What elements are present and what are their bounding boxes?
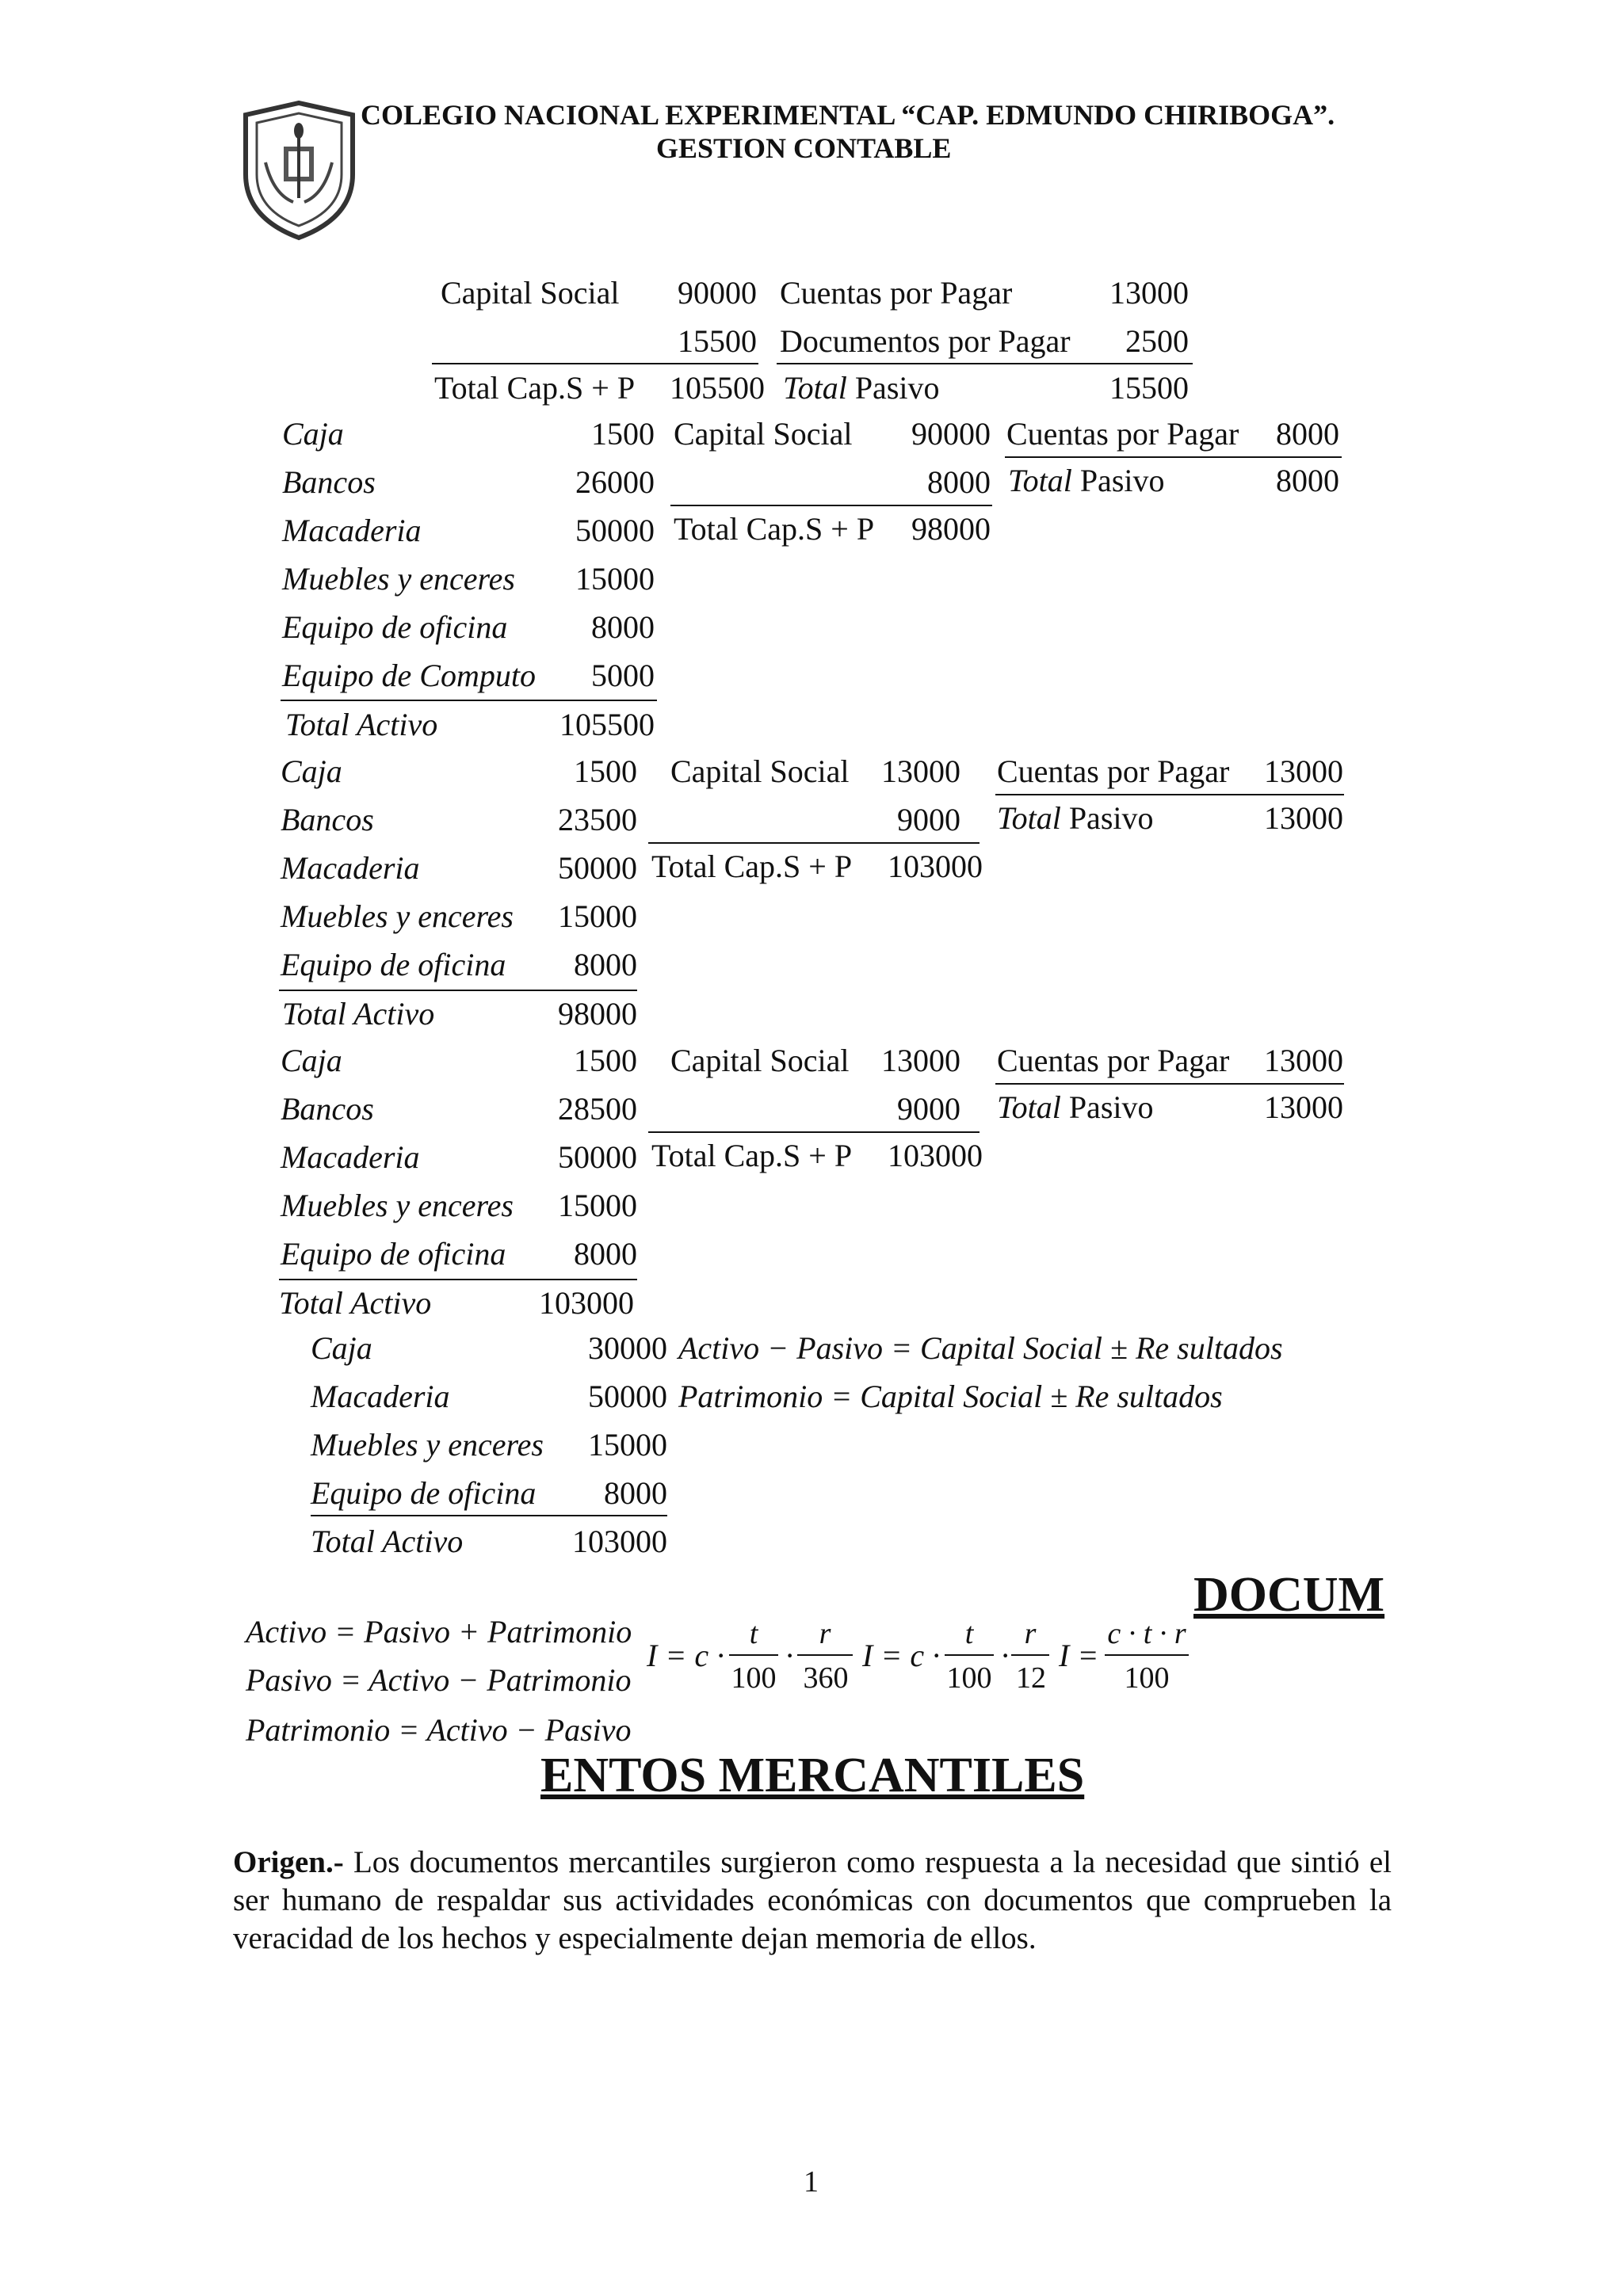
shield-icon xyxy=(238,99,361,242)
equation: Activo − Pasivo = Capital Social ± Re sultados xyxy=(678,1330,1283,1366)
formula: I = c · xyxy=(862,1638,941,1673)
total-cap-value: 105500 xyxy=(670,370,765,406)
fraction-bar xyxy=(945,1654,994,1656)
fraction-numerator: c · t · r xyxy=(1107,1617,1186,1650)
subject-name: GESTION CONTABLE xyxy=(656,132,952,164)
liability-value: 8000 xyxy=(1276,416,1339,452)
capital-value: 90000 xyxy=(678,275,757,311)
asset-value: 50000 xyxy=(558,850,637,886)
divider xyxy=(311,1515,667,1516)
formula: Patrimonio = Activo − Pasivo xyxy=(246,1712,632,1748)
formula: Pasivo = Activo − Patrimonio xyxy=(246,1662,632,1698)
liability-value: 13000 xyxy=(1264,1043,1343,1078)
capital-label: Capital Social xyxy=(674,416,853,452)
divider xyxy=(281,700,657,701)
liability-value: 13000 xyxy=(1109,275,1189,311)
capital-label: Capital Social xyxy=(441,275,620,311)
extra-value: 8000 xyxy=(927,464,991,500)
origin-paragraph xyxy=(233,1844,1392,1958)
origin-text: Los documentos mercantiles surgieron como respuesta a la necesidad que sintió el ser humano de respaldar sus actividades económicas con documentos que comprueben la veracidad de los hechos y especialmente dejan memoria de ellos. xyxy=(233,1845,1392,1955)
divider xyxy=(670,505,992,506)
multiply-dot: · xyxy=(785,1638,796,1673)
asset-label: Macaderia xyxy=(281,1139,420,1175)
divider xyxy=(1005,456,1342,458)
asset-label: Muebles y enceres xyxy=(282,561,515,597)
total-cap-label: Total Cap.S + P xyxy=(434,370,636,406)
liability-label: Cuentas por Pagar xyxy=(1006,416,1239,452)
asset-label: Equipo de oficina xyxy=(281,1236,506,1272)
asset-label: Caja xyxy=(281,753,342,789)
asset-label: Equipo de oficina xyxy=(311,1475,537,1511)
asset-value: 15000 xyxy=(588,1427,667,1463)
asset-value: 15000 xyxy=(558,898,637,934)
total-activo-value: 98000 xyxy=(558,996,637,1032)
fraction-denominator: 100 xyxy=(946,1661,992,1695)
school-seal xyxy=(238,99,361,242)
total-cap-label: Total Cap.S + P xyxy=(651,1138,853,1173)
asset-value: 15000 xyxy=(558,1188,637,1223)
asset-value: 1500 xyxy=(574,1043,637,1078)
divider xyxy=(279,1279,637,1280)
divider xyxy=(279,990,637,991)
extra-value: 9000 xyxy=(897,802,960,837)
total-pasivo-label: Total Pasivo xyxy=(1008,463,1165,498)
section-title-part2: ENTOS MERCANTILES xyxy=(540,1749,1085,1802)
asset-value: 28500 xyxy=(558,1091,637,1127)
fraction-numerator: r xyxy=(1024,1617,1037,1650)
formula: I = c · xyxy=(647,1638,725,1673)
divider xyxy=(995,1083,1344,1085)
asset-value: 50000 xyxy=(575,513,655,548)
capital-value: 90000 xyxy=(911,416,991,452)
asset-value: 30000 xyxy=(588,1330,667,1366)
fraction-bar xyxy=(797,1654,853,1656)
fraction-numerator: t xyxy=(964,1617,974,1650)
asset-label: Muebles y enceres xyxy=(281,1188,514,1223)
asset-value: 23500 xyxy=(558,802,637,837)
divider xyxy=(995,794,1344,795)
asset-value: 50000 xyxy=(588,1379,667,1414)
fraction-bar xyxy=(729,1654,778,1656)
total-activo-value: 105500 xyxy=(559,707,655,742)
section-title-part1: DOCUM xyxy=(1193,1568,1385,1622)
asset-label: Macaderia xyxy=(282,513,422,548)
total-activo-value: 103000 xyxy=(539,1285,634,1321)
liability-value: 2500 xyxy=(1125,323,1189,359)
liability-label: Cuentas por Pagar xyxy=(780,275,1013,311)
asset-value: 1500 xyxy=(591,416,655,452)
asset-label: Bancos xyxy=(281,1091,374,1127)
total-pasivo-label: Total Pasivo xyxy=(783,370,940,406)
asset-label: Bancos xyxy=(281,802,374,837)
total-pasivo-value: 13000 xyxy=(1264,1089,1343,1125)
fraction-denominator: 100 xyxy=(1124,1661,1170,1695)
asset-value: 1500 xyxy=(574,753,637,789)
asset-label: Equipo de oficina xyxy=(282,609,508,645)
total-activo-label: Total Activo xyxy=(279,1285,432,1321)
capital-label: Capital Social xyxy=(670,753,850,789)
asset-label: Muebles y enceres xyxy=(311,1427,544,1463)
total-pasivo-value: 13000 xyxy=(1264,800,1343,836)
fraction-denominator: 100 xyxy=(731,1661,777,1695)
capital-value: 13000 xyxy=(881,1043,960,1078)
asset-label: Caja xyxy=(311,1330,372,1366)
liability-value: 13000 xyxy=(1264,753,1343,789)
asset-value: 26000 xyxy=(575,464,655,500)
liability-label: Cuentas por Pagar xyxy=(997,753,1230,789)
asset-label: Macaderia xyxy=(281,850,420,886)
liability-label: Cuentas por Pagar xyxy=(997,1043,1230,1078)
equation: Patrimonio = Capital Social ± Re sultados xyxy=(678,1379,1223,1414)
total-cap-value: 103000 xyxy=(888,1138,983,1173)
fraction-bar xyxy=(1105,1654,1189,1656)
asset-label: Caja xyxy=(281,1043,342,1078)
total-cap-value: 98000 xyxy=(911,511,991,547)
total-pasivo-value: 8000 xyxy=(1276,463,1339,498)
total-cap-label: Total Cap.S + P xyxy=(674,511,875,547)
divider xyxy=(777,363,1193,364)
asset-label: Equipo de oficina xyxy=(281,947,506,982)
total-activo-value: 103000 xyxy=(572,1524,667,1559)
asset-value: 8000 xyxy=(604,1475,667,1511)
formula: Activo = Pasivo + Patrimonio xyxy=(246,1614,632,1650)
formula: I = xyxy=(1059,1638,1099,1673)
fraction-bar xyxy=(1011,1654,1049,1656)
total-activo-label: Total Activo xyxy=(311,1524,464,1559)
multiply-dot: · xyxy=(1000,1638,1011,1673)
capital-value: 13000 xyxy=(881,753,960,789)
capital-label: Capital Social xyxy=(670,1043,850,1078)
total-activo-label: Total Activo xyxy=(285,707,438,742)
fraction-numerator: r xyxy=(819,1617,831,1650)
fraction-denominator: 12 xyxy=(1016,1661,1046,1695)
total-pasivo-label: Total Pasivo xyxy=(997,800,1154,836)
total-pasivo-label: Total Pasivo xyxy=(997,1089,1154,1125)
asset-value: 15000 xyxy=(575,561,655,597)
divider xyxy=(648,842,980,844)
asset-label: Caja xyxy=(282,416,344,452)
origin-label: Origen.- xyxy=(233,1845,344,1879)
asset-value: 5000 xyxy=(591,658,655,693)
divider xyxy=(432,363,758,364)
fraction-denominator: 360 xyxy=(803,1661,849,1695)
page-number: 1 xyxy=(804,2165,819,2199)
asset-label: Equipo de Computo xyxy=(282,658,536,693)
asset-label: Bancos xyxy=(282,464,376,500)
asset-value: 8000 xyxy=(574,1236,637,1272)
fraction-numerator: t xyxy=(749,1617,758,1650)
school-name: COLEGIO NACIONAL EXPERIMENTAL “CAP. EDMUNDO CHIRIBOGA”. xyxy=(361,99,1335,131)
extra-value: 15500 xyxy=(678,323,757,359)
asset-value: 50000 xyxy=(558,1139,637,1175)
total-pasivo-value: 15500 xyxy=(1109,370,1189,406)
total-cap-value: 103000 xyxy=(888,849,983,884)
asset-value: 8000 xyxy=(574,947,637,982)
extra-value: 9000 xyxy=(897,1091,960,1127)
total-activo-label: Total Activo xyxy=(282,996,435,1032)
asset-value: 8000 xyxy=(591,609,655,645)
total-cap-label: Total Cap.S + P xyxy=(651,849,853,884)
asset-label: Muebles y enceres xyxy=(281,898,514,934)
asset-label: Macaderia xyxy=(311,1379,450,1414)
divider xyxy=(648,1131,980,1133)
liability-label: Documentos por Pagar xyxy=(780,323,1071,359)
